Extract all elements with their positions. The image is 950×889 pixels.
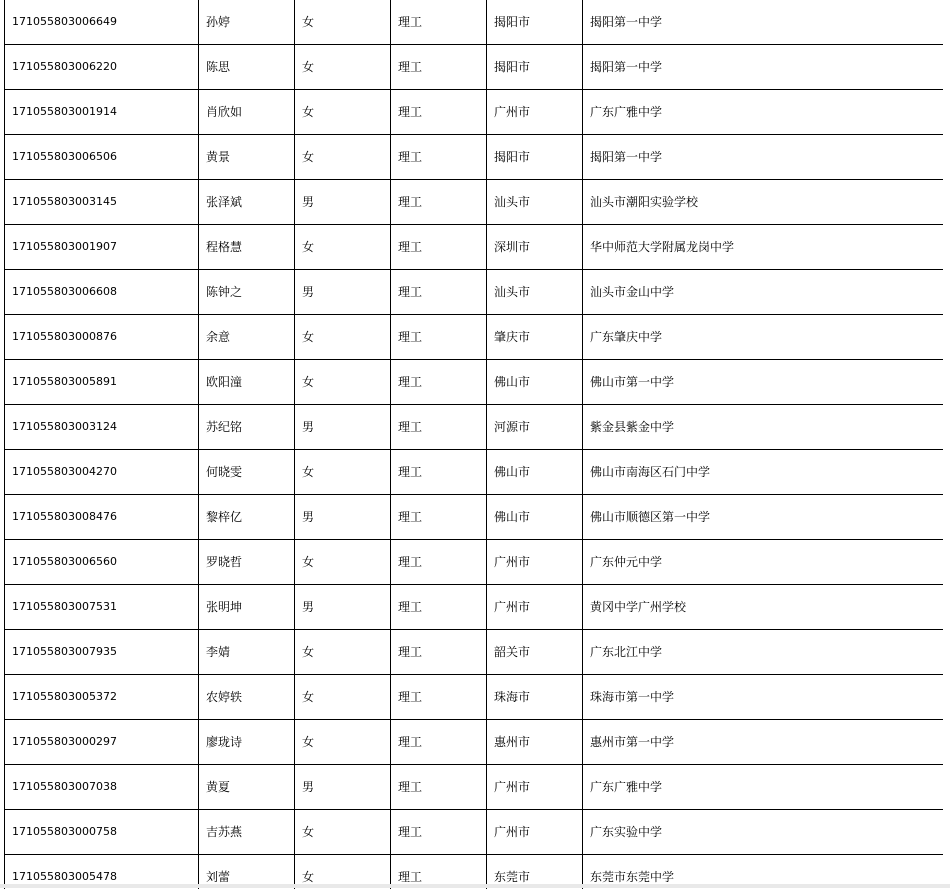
cell-gender: 男 xyxy=(295,765,391,810)
cell-name: 欧阳潼 xyxy=(199,360,295,405)
cell-city: 深圳市 xyxy=(487,225,583,270)
cell-exam-id: 171055803000758 xyxy=(5,810,199,855)
student-list-table-container xyxy=(4,0,943,889)
cell-city: 韶关市 xyxy=(487,630,583,675)
cell-subject: 理工 xyxy=(391,45,487,90)
cell-gender: 女 xyxy=(295,45,391,90)
cell-exam-id: 171055803000876 xyxy=(5,315,199,360)
table-row xyxy=(5,225,944,270)
cell-name: 孙婷 xyxy=(199,0,295,45)
cell-name: 肖欣如 xyxy=(199,90,295,135)
cell-city: 汕头市 xyxy=(487,180,583,225)
table-row xyxy=(5,180,944,225)
cell-gender: 女 xyxy=(295,810,391,855)
cell-exam-id: 171055803008476 xyxy=(5,495,199,540)
cell-exam-id: 171055803005891 xyxy=(5,360,199,405)
cell-name: 陈钟之 xyxy=(199,270,295,315)
table-row xyxy=(5,450,944,495)
table-row xyxy=(5,315,944,360)
cell-name: 余意 xyxy=(199,315,295,360)
cell-subject: 理工 xyxy=(391,675,487,720)
cell-name: 廖珑诗 xyxy=(199,720,295,765)
table-row xyxy=(5,630,944,675)
cell-subject: 理工 xyxy=(391,315,487,360)
cell-gender: 男 xyxy=(295,495,391,540)
cell-subject: 理工 xyxy=(391,405,487,450)
table-row xyxy=(5,45,944,90)
cell-subject: 理工 xyxy=(391,180,487,225)
table-row xyxy=(5,810,944,855)
cell-name: 黄夏 xyxy=(199,765,295,810)
cell-city: 广州市 xyxy=(487,810,583,855)
cell-gender: 男 xyxy=(295,405,391,450)
cell-gender: 女 xyxy=(295,360,391,405)
cell-exam-id: 171055803003145 xyxy=(5,180,199,225)
cell-city: 惠州市 xyxy=(487,720,583,765)
cell-school: 广东仲元中学 xyxy=(583,540,944,585)
cell-subject: 理工 xyxy=(391,495,487,540)
cell-subject: 理工 xyxy=(391,360,487,405)
cell-school: 佛山市第一中学 xyxy=(583,360,944,405)
cell-city: 广州市 xyxy=(487,765,583,810)
cell-subject: 理工 xyxy=(391,450,487,495)
cell-name: 苏纪铭 xyxy=(199,405,295,450)
table-row xyxy=(5,585,944,630)
cell-gender: 男 xyxy=(295,180,391,225)
table-row xyxy=(5,405,944,450)
cell-school: 广东实验中学 xyxy=(583,810,944,855)
cell-name: 李婧 xyxy=(199,630,295,675)
cell-exam-id: 171055803003124 xyxy=(5,405,199,450)
table-row xyxy=(5,540,944,585)
cell-exam-id: 171055803006506 xyxy=(5,135,199,180)
cell-school: 佛山市顺德区第一中学 xyxy=(583,495,944,540)
cell-school: 广东广雅中学 xyxy=(583,765,944,810)
cell-gender: 女 xyxy=(295,135,391,180)
cell-name: 黄景 xyxy=(199,135,295,180)
cell-exam-id: 171055803001914 xyxy=(5,90,199,135)
cell-city: 广州市 xyxy=(487,585,583,630)
cell-name: 程格慧 xyxy=(199,225,295,270)
cell-name: 黎梓亿 xyxy=(199,495,295,540)
cell-exam-id: 171055803007038 xyxy=(5,765,199,810)
cell-school: 佛山市南海区石门中学 xyxy=(583,450,944,495)
cell-subject: 理工 xyxy=(391,0,487,45)
cell-gender: 女 xyxy=(295,225,391,270)
cell-exam-id: 171055803005478 xyxy=(5,855,199,889)
cell-exam-id: 171055803006608 xyxy=(5,270,199,315)
cell-school: 广东广雅中学 xyxy=(583,90,944,135)
cell-city: 汕头市 xyxy=(487,270,583,315)
cell-city: 珠海市 xyxy=(487,675,583,720)
table-row xyxy=(5,765,944,810)
table-row xyxy=(5,360,944,405)
cell-school: 紫金县紫金中学 xyxy=(583,405,944,450)
student-list-table xyxy=(4,0,943,889)
cell-school: 广东肇庆中学 xyxy=(583,315,944,360)
cell-name: 张泽斌 xyxy=(199,180,295,225)
table-row xyxy=(5,720,944,765)
table-row xyxy=(5,90,944,135)
cell-subject: 理工 xyxy=(391,720,487,765)
cell-exam-id: 171055803007935 xyxy=(5,630,199,675)
cell-school: 东莞市东莞中学 xyxy=(583,855,944,889)
cell-school: 汕头市潮阳实验学校 xyxy=(583,180,944,225)
cell-city: 肇庆市 xyxy=(487,315,583,360)
cell-subject: 理工 xyxy=(391,540,487,585)
cell-school: 广东北江中学 xyxy=(583,630,944,675)
cell-exam-id: 171055803000297 xyxy=(5,720,199,765)
student-list-body xyxy=(5,0,944,889)
cell-city: 佛山市 xyxy=(487,450,583,495)
cell-exam-id: 171055803007531 xyxy=(5,585,199,630)
cell-school: 揭阳第一中学 xyxy=(583,0,944,45)
cell-school: 揭阳第一中学 xyxy=(583,45,944,90)
cell-subject: 理工 xyxy=(391,270,487,315)
cell-gender: 女 xyxy=(295,855,391,889)
cell-exam-id: 171055803005372 xyxy=(5,675,199,720)
window-bottom-edge xyxy=(0,884,950,888)
cell-gender: 女 xyxy=(295,90,391,135)
cell-subject: 理工 xyxy=(391,630,487,675)
cell-name: 农婷轶 xyxy=(199,675,295,720)
cell-gender: 女 xyxy=(295,630,391,675)
table-row xyxy=(5,495,944,540)
cell-gender: 女 xyxy=(295,675,391,720)
cell-school: 黄冈中学广州学校 xyxy=(583,585,944,630)
table-row xyxy=(5,135,944,180)
cell-subject: 理工 xyxy=(391,810,487,855)
cell-subject: 理工 xyxy=(391,90,487,135)
cell-gender: 女 xyxy=(295,315,391,360)
cell-exam-id: 171055803006649 xyxy=(5,0,199,45)
cell-city: 佛山市 xyxy=(487,360,583,405)
cell-subject: 理工 xyxy=(391,765,487,810)
cell-name: 陈思 xyxy=(199,45,295,90)
cell-name: 吉苏燕 xyxy=(199,810,295,855)
cell-city: 广州市 xyxy=(487,540,583,585)
cell-exam-id: 171055803006560 xyxy=(5,540,199,585)
cell-school: 华中师范大学附属龙岗中学 xyxy=(583,225,944,270)
cell-subject: 理工 xyxy=(391,225,487,270)
cell-name: 刘蕾 xyxy=(199,855,295,889)
cell-exam-id: 171055803004270 xyxy=(5,450,199,495)
table-row xyxy=(5,675,944,720)
table-row xyxy=(5,0,944,45)
table-row xyxy=(5,270,944,315)
cell-gender: 女 xyxy=(295,0,391,45)
cell-city: 佛山市 xyxy=(487,495,583,540)
cell-city: 揭阳市 xyxy=(487,0,583,45)
cell-school: 珠海市第一中学 xyxy=(583,675,944,720)
cell-city: 揭阳市 xyxy=(487,135,583,180)
cell-city: 东莞市 xyxy=(487,855,583,889)
cell-city: 广州市 xyxy=(487,90,583,135)
cell-exam-id: 171055803006220 xyxy=(5,45,199,90)
cell-gender: 男 xyxy=(295,270,391,315)
cell-gender: 女 xyxy=(295,720,391,765)
cell-gender: 男 xyxy=(295,585,391,630)
cell-city: 揭阳市 xyxy=(487,45,583,90)
cell-name: 罗晓哲 xyxy=(199,540,295,585)
cell-school: 揭阳第一中学 xyxy=(583,135,944,180)
cell-gender: 女 xyxy=(295,540,391,585)
cell-name: 何晓雯 xyxy=(199,450,295,495)
cell-subject: 理工 xyxy=(391,135,487,180)
cell-gender: 女 xyxy=(295,450,391,495)
cell-subject: 理工 xyxy=(391,585,487,630)
cell-subject: 理工 xyxy=(391,855,487,889)
cell-name: 张明坤 xyxy=(199,585,295,630)
cell-city: 河源市 xyxy=(487,405,583,450)
cell-school: 汕头市金山中学 xyxy=(583,270,944,315)
cell-exam-id: 171055803001907 xyxy=(5,225,199,270)
cell-school: 惠州市第一中学 xyxy=(583,720,944,765)
